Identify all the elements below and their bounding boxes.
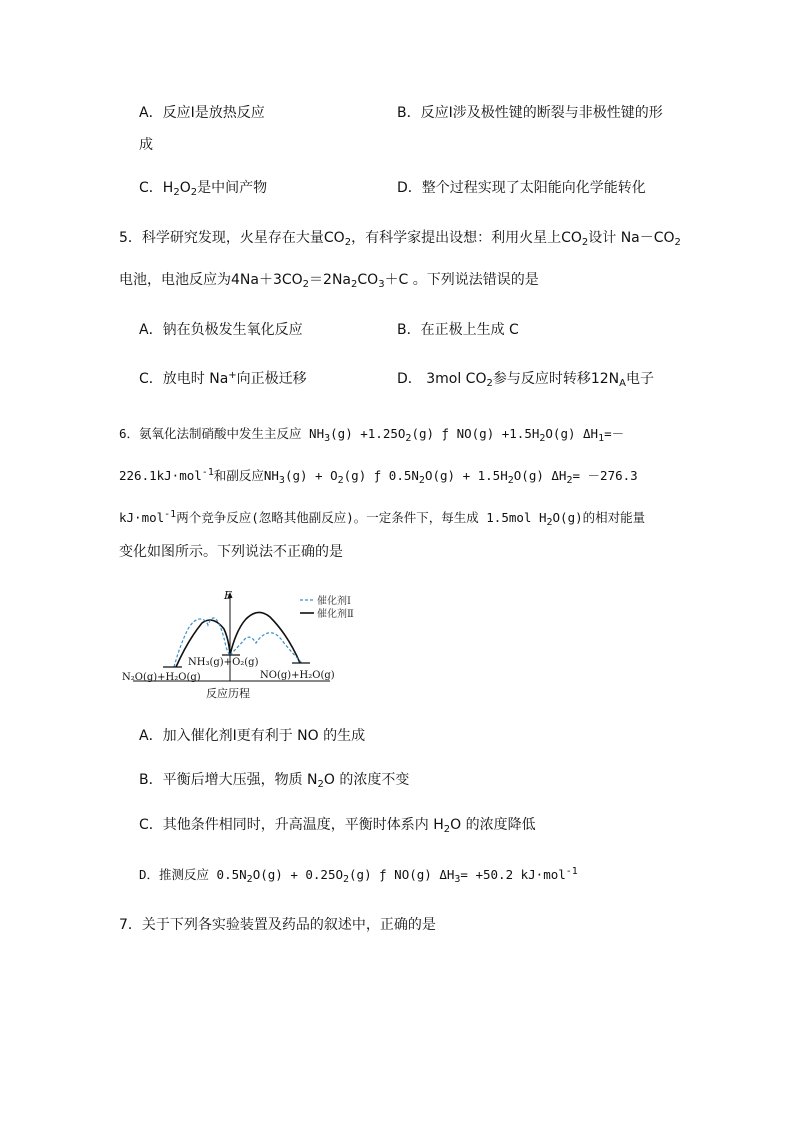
q5-option-b: B．在正极上生成 C [397, 322, 519, 338]
q5-stem-line2: 电池，电池反应为$4Na+3CO_2=2Na_2CO_3+C$ 。下列说法错误的是 [119, 272, 539, 290]
q6-option-b: B．平衡后增大压强，物质 $N_2O$ 的浓度不变 [139, 772, 410, 790]
legend-cat1-label: 催化剂Ⅰ [317, 596, 351, 607]
q6-option-a: A．加入催化剂Ⅰ更有利于 NO 的生成 [139, 728, 366, 744]
q6-stem-line1: 6．氨氧化法制硝酸中发生主反应 $NH_3(g) +1.25O_2(g)$ ƒ $NO(g) +1.5H_2O(g)$ $\Delta H_1=-$ [119, 426, 625, 444]
q4-option-c: C．$H_2O_2$是中间产物 [139, 180, 268, 198]
x-axis-label: 反应历程 [206, 687, 250, 700]
q5-option-c: C．放电时 Na+向正极迁移 [139, 370, 307, 387]
energy-profile-diagram [118, 585, 368, 703]
q6-stem-line3: kJ·mol$^{-1}$两个竞争反应(忽略其他副反应)。一定条件下，每生成 1.5mol $H_2O(g)$的相对能量 [119, 509, 646, 528]
q6-stem-line4: 变化如图所示。下列说法不正确的是 [119, 544, 343, 560]
label-start: NH₃(g)+O₂(g) [188, 657, 259, 668]
q5-option-a: A．钠在负极发生氧化反应 [139, 322, 303, 338]
label-right: NO(g)+H₂O(g) [260, 670, 335, 681]
q4-option-a: A．反应Ⅰ是放热反应 [139, 105, 265, 121]
legend-cat2-label: 催化剂Ⅱ [317, 609, 354, 620]
q6-stem-line2: 226.1kJ·mol$^{-1}$和副反应$NH_3(g) + O_2(g)$ ƒ $0.5N_2O(g) + 1.5H_2O(g)$ $\Delta H_2= -276.3$ [119, 467, 638, 486]
q4-option-d: D．整个过程实现了太阳能向化学能转化 [397, 180, 646, 196]
q6-option-d: D．推测反应 $0.5N_2O(g) + 0.25O_2(g)$ ƒ NO(g) $\Delta H_3= +50.2$ kJ·mol$^{-1}$ [139, 866, 578, 885]
q5-option-d: D． 3mol $CO_2$参与反应时转移$12N_A$电子 [397, 371, 654, 389]
axis-e-label: E [224, 589, 233, 602]
q6-option-c: C．其他条件相同时，升高温度，平衡时体系内 $H_2O$ 的浓度降低 [139, 817, 536, 835]
q4-option-b: B．反应Ⅰ涉及极性键的断裂与非极性键的形 [397, 105, 663, 121]
q5-stem-line1: 5．科学研究发现，火星存在大量$CO_2$，有科学家提出设想：利用火星上$CO_2$设计 $Na-CO_2$ [119, 230, 681, 248]
label-left: N₂O(g)+H₂O(g) [122, 672, 201, 683]
q7-stem: 7．关于下列各实验装置及药品的叙述中，正确的是 [119, 917, 436, 933]
q4-option-b-cont: 成 [139, 137, 153, 153]
